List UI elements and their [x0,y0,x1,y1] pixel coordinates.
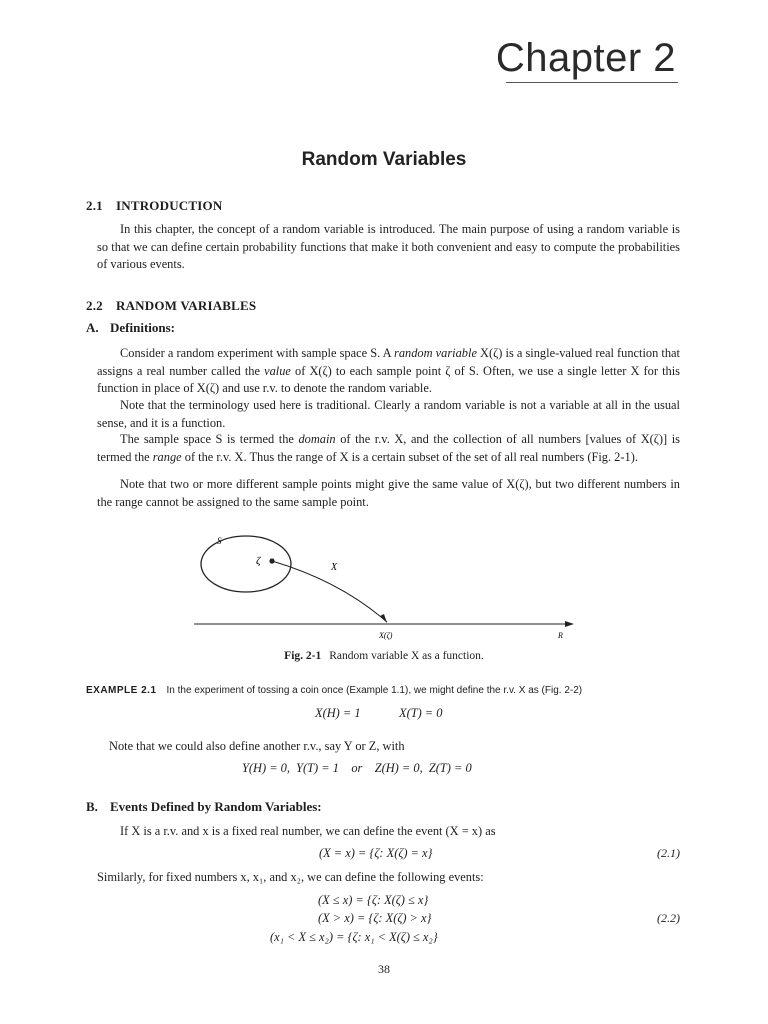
section-number: 2.2 [86,298,103,313]
section-number: 2.1 [86,198,103,213]
chapter-heading: Chapter 2 [495,36,676,80]
terminology-paragraph: Note that the terminology used here is traditional. Clearly a random variable is not a variable at all in the usual sense, and it is a function. [97,398,680,430]
equation-2-2c: (x₁ < X ≤ x₂) = {ζ: x₁ < X(ζ) ≤ x₂} [270,930,438,944]
subsection-number: B. [86,799,98,814]
label-s: S [217,536,222,546]
term-range: range [152,449,182,464]
text-run: X(ζ) is a single-valued real function that assigns a real number called the [97,346,680,378]
label-zeta: ζ [256,555,261,567]
subsection-title: Events Defined by Random Variables: [110,799,322,814]
subsection-heading-a [86,320,175,336]
section-heading-intro [86,198,222,214]
sample-point-paragraph: Note that two or more different sample points might give the same value of X(ζ), but two different numbers in the range cannot be assigned to the same sample point. [97,477,680,509]
equation-x-h: X(H) = 1 [315,706,361,720]
figure-label: Fig. 2-1 [284,650,322,662]
chapter-title: Random Variables [301,149,467,170]
intro-paragraph: In this chapter, the concept of a random variable is introduced. The main purpose of using a random variable is so that we can define certain probability functions that make it both convenient and easy to compute the probabilities of various events. [97,222,680,271]
subsection-number: A. [86,320,99,335]
equation-y-z: Y(H) = 0, Y(T) = 1 or Z(H) = 0, Z(T) = 0 [242,761,472,775]
section-heading-rv [86,298,256,314]
page-number: 38 [378,962,390,976]
section-title: RANDOM VARIABLES [116,298,257,313]
chapter-rule [506,82,678,83]
section-title: INTRODUCTION [116,198,223,213]
text-run: of X(ζ) to each sample point ζ of S. Often, we use a single letter X for this function in place of X(ζ) and use r.v. to denote the random variable. [97,363,680,395]
equation-number-2-2: (2.2) [657,911,680,925]
text-run: Consider a random experiment with sample space S. A [120,346,394,360]
equation-2-2a: (X ≤ x) = {ζ: X(ζ) ≤ x} [318,893,429,907]
label-r: R [558,631,563,640]
subsection-heading-b [86,799,322,815]
equation-2-1: (X = x) = {ζ: X(ζ) = x} [319,846,433,860]
real-line-arrowhead [565,621,574,627]
figure-2-1 [180,526,580,644]
definition-paragraph [97,345,680,398]
similar-events-paragraph: Similarly, for fixed numbers x, x₁, and x₂, we can define the following events: [97,870,484,884]
equation-number-2-1: (2.1) [657,846,680,860]
subsection-title: Definitions: [110,320,175,335]
example-label: EXAMPLE 2.1 [86,685,157,696]
text-run: of the r.v. X. Thus the range of X is a certain subset of the set of all real numbers (Fig. 2-1). [181,449,638,464]
domain-range-paragraph [97,431,680,466]
mapping-arrow [272,561,387,622]
note-paragraph: Note that we could also define another r.v., say Y or Z, with [109,739,405,753]
term-domain: domain [298,432,336,446]
equation-2-2b: (X > x) = {ζ: X(ζ) > x} [318,911,432,925]
example-text: In the experiment of tossing a coin once (Example 1.1), we might define the r.v. X as (Fig. 2-2) [166,685,583,696]
mapping-arrowhead [380,614,387,623]
event-paragraph: If X is a r.v. and x is a fixed real number, we can define the event (X = x) as [120,824,496,838]
equation-x-t: X(T) = 0 [399,706,443,720]
sample-space-ellipse [201,536,291,592]
figure-caption-text: Random variable X as a function. [329,650,484,662]
label-x-zeta: X(ζ) [379,631,393,640]
term-random-variable: random variable [394,346,477,360]
text-run: of the r.v. X, and the collection of all numbers [values of X(ζ)] is termed the [97,432,680,464]
example-2-1 [86,685,582,696]
figure-caption [0,650,768,662]
term-value: value [264,363,291,378]
label-x: X [331,562,338,573]
text-run: The sample space S is termed the [120,432,299,446]
